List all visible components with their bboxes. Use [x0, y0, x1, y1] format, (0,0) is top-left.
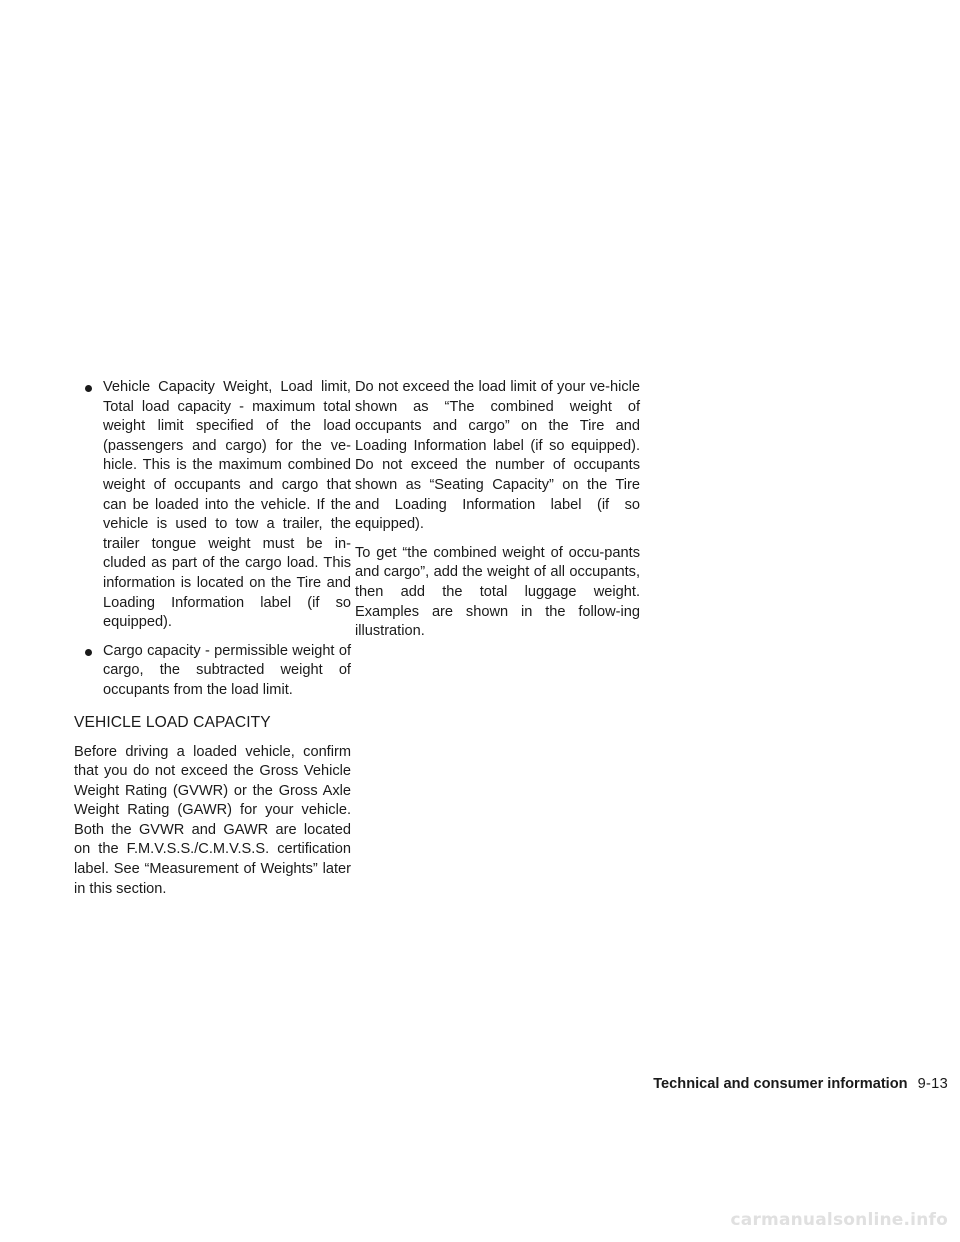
bullet-text: Vehicle Capacity Weight, Load limit, Total load capacity - maximum total weight limit specified of the load (passengers and cargo) for the ve-hicle. This is the maximum combined weight of occupants and cargo that can be loaded into the vehicle. If the vehicle is used to tow a trailer, the trailer tongue weight must be in-cluded as part of the cargo load. This information is located on the Tire and Loading Information label (if so equipped). — [103, 379, 351, 631]
footer-section-title: Technical and consumer information — [653, 1076, 908, 1092]
page-footer — [0, 1076, 948, 1092]
bullet-item-vehicle-capacity — [74, 378, 351, 633]
bullet-text: Cargo capacity - permissible weight of cargo, the subtracted weight of occupants from the load limit. — [103, 642, 351, 698]
body-paragraph: Before driving a loaded vehicle, confirm that you do not exceed the Gross Vehicle Weight Rating (GVWR) or the Gross Axle Weight Rating (GAWR) for your vehicle. Both the GVWR and GAWR are located on the F.M.V.S.S./C.M.V.S.S. certification label. See “Measurement of Weights” later in this section. — [74, 743, 351, 897]
right-column — [355, 378, 640, 651]
body-paragraph: To get “the combined weight of occu-pants and cargo”, add the weight of all occupants, then add the total luggage weight. Examples are shown in the follow-ing illustration. — [355, 544, 640, 640]
bullet-item-cargo-capacity — [74, 642, 351, 701]
page-number: 9-13 — [917, 1076, 948, 1092]
watermark: carmanualsonline.info — [730, 1210, 948, 1230]
section-heading: VEHICLE LOAD CAPACITY — [74, 713, 271, 731]
left-column — [74, 378, 351, 908]
bullet-list — [74, 378, 351, 701]
bullet-dot-icon — [85, 385, 92, 392]
body-paragraph: Do not exceed the load limit of your ve-hicle shown as “The combined weight of occupants and cargo” on the Tire and Loading Information label (if so equipped). Do not exceed the number of occupants shown as “Seating Capacity” on the Tire and Loading Information label (if so equipped). — [355, 379, 640, 533]
bullet-dot-icon — [85, 649, 92, 656]
